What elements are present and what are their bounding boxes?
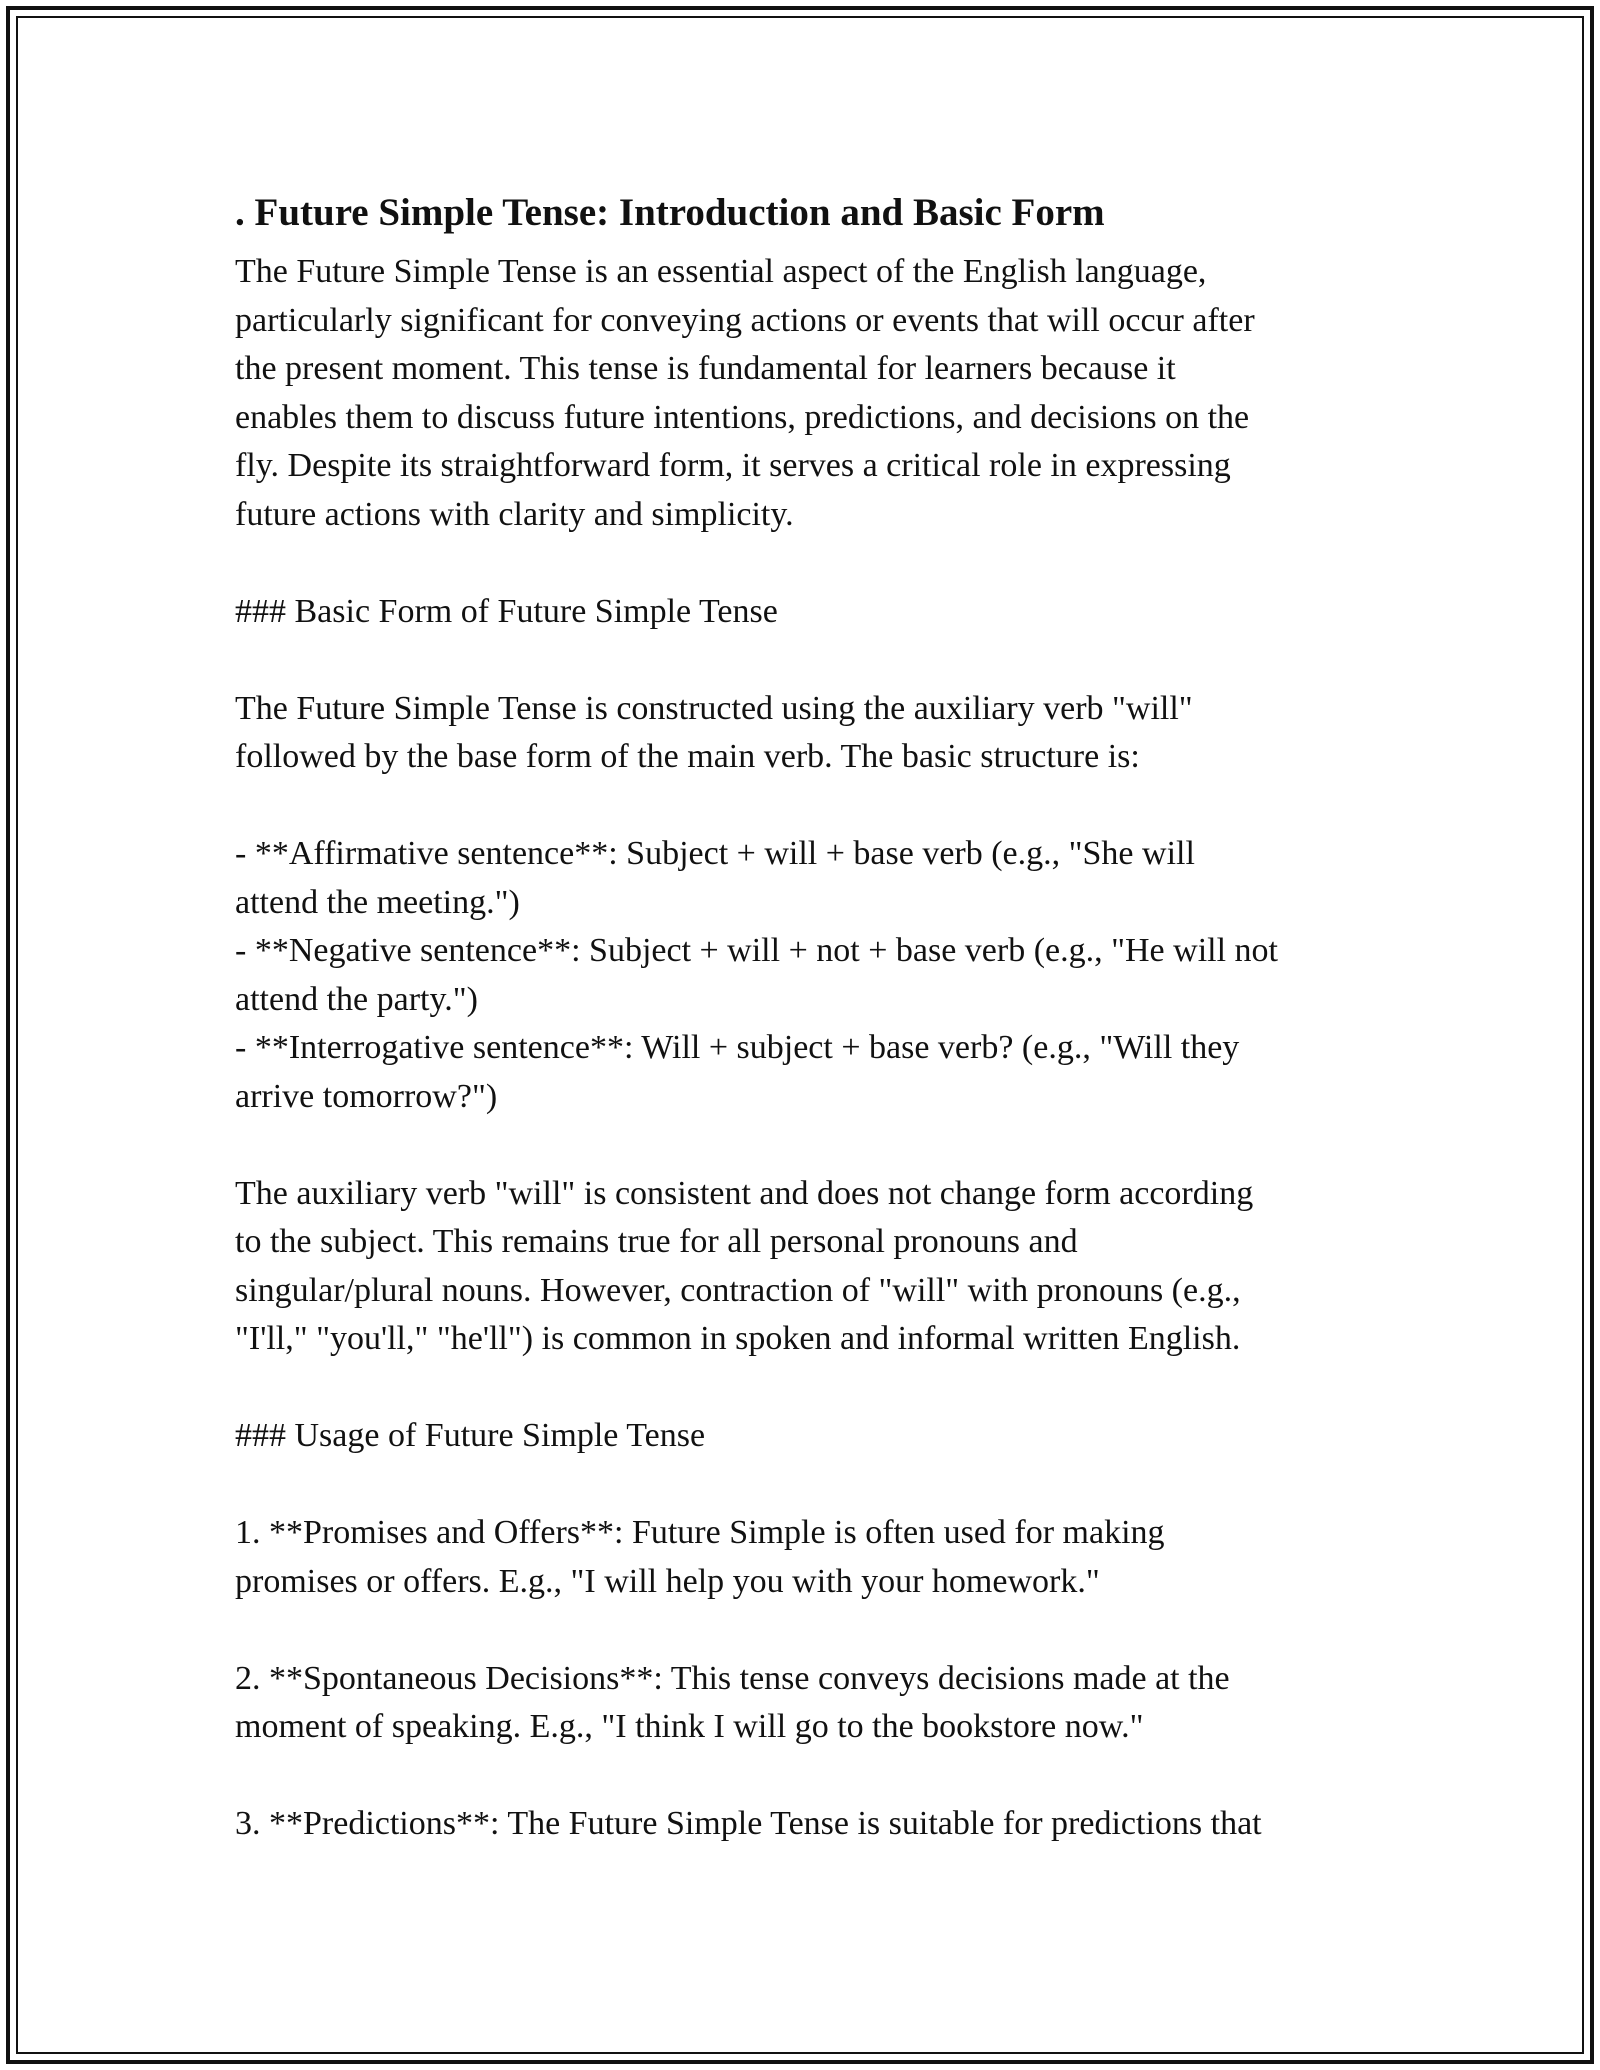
text-line: ### Usage of Future Simple Tense [235, 1417, 706, 1454]
text-line: enables them to discuss future intentions, predictions, and decisions on the [235, 398, 1250, 436]
text-line: ### Basic Form of Future Simple Tense [235, 592, 778, 630]
structure-paragraph [235, 685, 1375, 782]
text-line: The Future Simple Tense is constructed using the auxiliary verb "will" [235, 689, 1193, 727]
text-line: 3. **Predictions**: The Future Simple Tense is suitable for predictions that [235, 1805, 1262, 1842]
usage-item-promises [235, 1509, 1375, 1606]
sentence-types-list [235, 830, 1375, 1121]
list-item-line: - **Negative sentence**: Subject + will + not + base verb (e.g., "He will not [235, 932, 1278, 969]
text-line: 1. **Promises and Offers**: Future Simple is often used for making [235, 1514, 1165, 1551]
text-line: to the subject. This remains true for all personal pronouns and [235, 1223, 1078, 1260]
text-line: fly. Despite its straightforward form, it serves a critical role in expressing [235, 447, 1231, 484]
section-heading-basic-form [235, 588, 1375, 637]
text-line: followed by the base form of the main verb. The basic structure is: [235, 738, 1140, 775]
list-item-line: - **Affirmative sentence**: Subject + will + base verb (e.g., "She will [235, 835, 1195, 872]
list-item-line: attend the party.") [235, 980, 478, 1018]
text-line: the present moment. This tense is fundamental for learners because it [235, 350, 1176, 387]
text-line: particularly significant for conveying actions or events that will occur after [235, 301, 1255, 339]
list-item-line: - **Interrogative sentence**: Will + subject + base verb? (e.g., "Will they [235, 1029, 1240, 1066]
text-line: "I'll," "you'll," "he'll") is common in spoken and informal written English. [235, 1320, 1241, 1357]
section-heading-usage [235, 1412, 1375, 1461]
text-line: moment of speaking. E.g., "I think I will go to the bookstore now." [235, 1708, 1144, 1745]
document-title: . Future Simple Tense: Introduction and Basic Form [235, 191, 1105, 234]
text-line: The auxiliary verb "will" is consistent and does not change form according [235, 1174, 1254, 1212]
list-item-line: arrive tomorrow?") [235, 1077, 498, 1115]
text-line: The Future Simple Tense is an essential aspect of the English language, [235, 253, 1207, 290]
intro-paragraph [235, 248, 1375, 539]
text-line: future actions with clarity and simplicity. [235, 495, 794, 533]
list-item-line: attend the meeting.") [235, 883, 520, 921]
text-line: promises or offers. E.g., "I will help you with your homework." [235, 1562, 1100, 1600]
auxiliary-verb-paragraph [235, 1170, 1375, 1364]
text-line: singular/plural nouns. However, contraction of "will" with pronouns (e.g., [235, 1271, 1241, 1309]
text-line: 2. **Spontaneous Decisions**: This tense conveys decisions made at the [235, 1659, 1230, 1697]
usage-item-decisions [235, 1655, 1375, 1752]
usage-item-predictions [235, 1800, 1375, 1849]
document-body [235, 184, 1375, 1849]
